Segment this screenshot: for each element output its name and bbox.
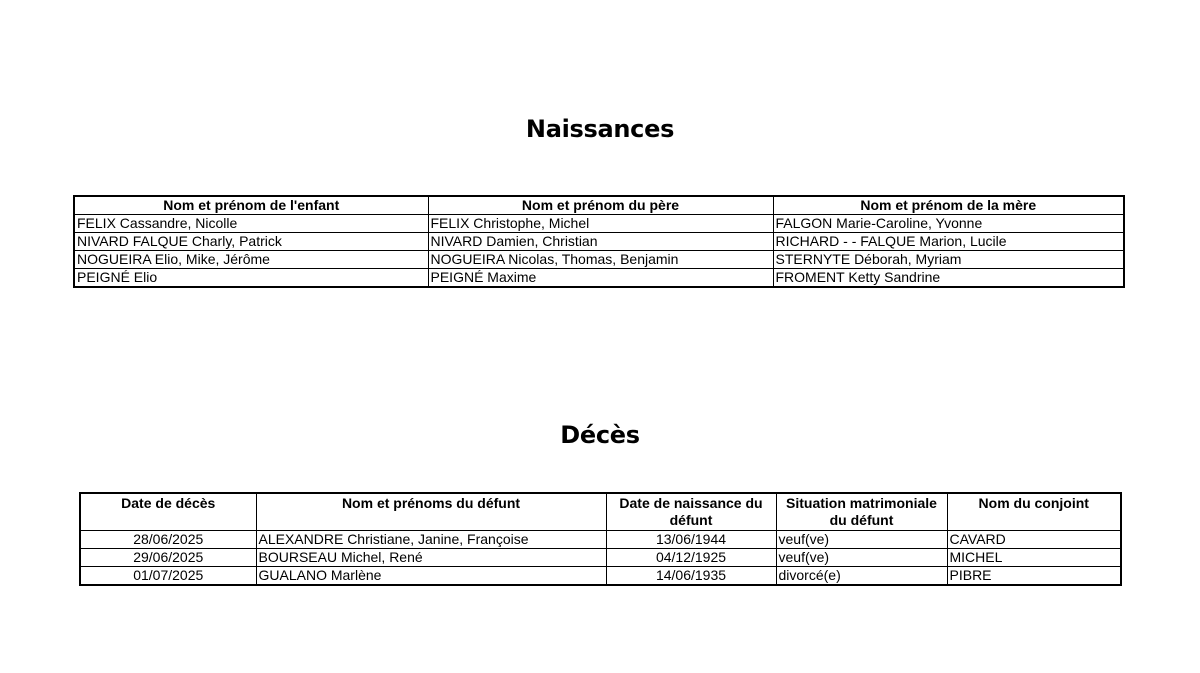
- cell-mere: STERNYTE Déborah, Myriam: [773, 251, 1124, 269]
- cell-date-deces: 28/06/2025: [80, 531, 256, 549]
- cell-mere: FALGON Marie-Caroline, Yvonne: [773, 215, 1124, 233]
- table-header-row: [74, 196, 1124, 215]
- cell-conjoint: CAVARD: [947, 531, 1121, 549]
- cell-date-naissance: 04/12/1925: [606, 549, 776, 567]
- cell-nom-defunt: BOURSEAU Michel, René: [256, 549, 606, 567]
- cell-nom-defunt: GUALANO Marlène: [256, 567, 606, 586]
- cell-date-naissance: 14/06/1935: [606, 567, 776, 586]
- header-nom-defunt: Nom et prénoms du défunt: [256, 493, 606, 531]
- table-row: [80, 549, 1121, 567]
- cell-mere: FROMENT Ketty Sandrine: [773, 269, 1124, 288]
- cell-enfant: PEIGNÉ Elio: [74, 269, 428, 288]
- header-pere: Nom et prénom du père: [428, 196, 773, 215]
- table-row: [74, 215, 1124, 233]
- table-row: [74, 233, 1124, 251]
- cell-pere: NOGUEIRA Nicolas, Thomas, Benjamin: [428, 251, 773, 269]
- cell-pere: NIVARD Damien, Christian: [428, 233, 773, 251]
- cell-situation: divorcé(e): [776, 567, 947, 586]
- table-row: [80, 567, 1121, 586]
- cell-pere: FELIX Christophe, Michel: [428, 215, 773, 233]
- header-situation: Situation matrimoniale du défunt: [776, 493, 947, 531]
- header-mere: Nom et prénom de la mère: [773, 196, 1124, 215]
- cell-date-deces: 29/06/2025: [80, 549, 256, 567]
- deces-title: Décès: [560, 421, 640, 449]
- cell-enfant: NOGUEIRA Elio, Mike, Jérôme: [74, 251, 428, 269]
- cell-enfant: FELIX Cassandre, Nicolle: [74, 215, 428, 233]
- header-date-deces: Date de décès: [80, 493, 256, 531]
- cell-situation: veuf(ve): [776, 549, 947, 567]
- naissances-title: Naissances: [525, 115, 675, 143]
- header-conjoint: Nom du conjoint: [947, 493, 1121, 531]
- cell-conjoint: PIBRE: [947, 567, 1121, 586]
- naissances-table: [73, 195, 1125, 288]
- cell-date-naissance: 13/06/1944: [606, 531, 776, 549]
- cell-conjoint: MICHEL: [947, 549, 1121, 567]
- cell-mere: RICHARD - - FALQUE Marion, Lucile: [773, 233, 1124, 251]
- header-enfant: Nom et prénom de l'enfant: [74, 196, 428, 215]
- table-row: [74, 251, 1124, 269]
- cell-pere: PEIGNÉ Maxime: [428, 269, 773, 288]
- cell-situation: veuf(ve): [776, 531, 947, 549]
- cell-date-deces: 01/07/2025: [80, 567, 256, 586]
- header-date-naissance: Date de naissance du défunt: [606, 493, 776, 531]
- table-row: [74, 269, 1124, 288]
- table-row: [80, 531, 1121, 549]
- table-header-row: [80, 493, 1121, 531]
- deces-table: [79, 492, 1122, 586]
- cell-enfant: NIVARD FALQUE Charly, Patrick: [74, 233, 428, 251]
- cell-nom-defunt: ALEXANDRE Christiane, Janine, Françoise: [256, 531, 606, 549]
